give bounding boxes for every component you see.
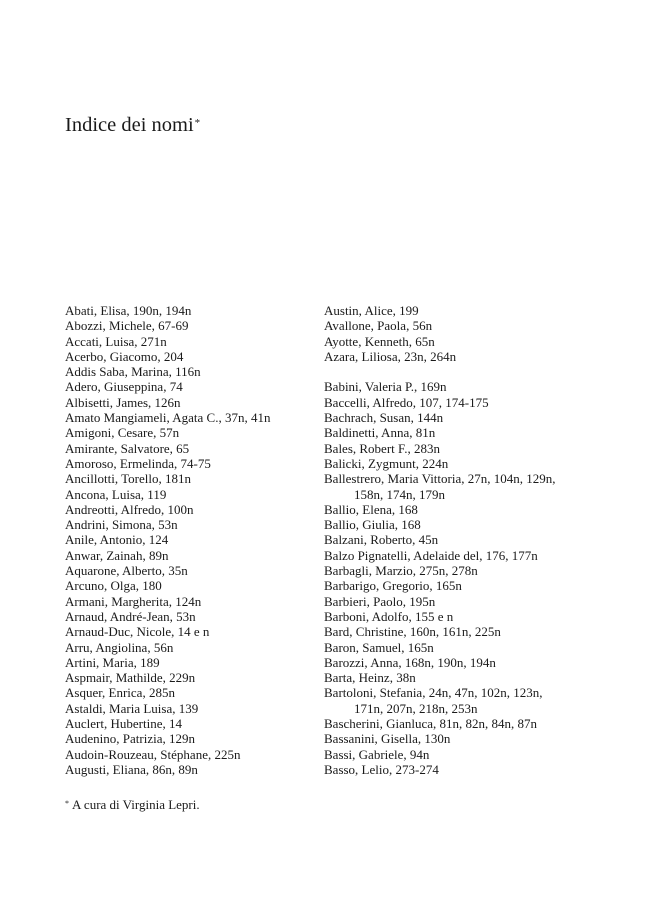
index-entry: Bassanini, Gisella, 130n: [324, 731, 451, 747]
index-entry: Barozzi, Anna, 168n, 190n, 194n: [324, 654, 496, 670]
index-group-a: [324, 303, 584, 364]
index-entry: Baccelli, Alfredo, 107, 174-175: [324, 394, 489, 410]
index-entry: Amoroso, Ermelinda, 74-75: [65, 455, 211, 471]
index-entry: Ballio, Giulia, 168: [324, 517, 421, 533]
index-column-right: [324, 303, 584, 777]
index-entry: Aspmair, Mathilde, 229n: [65, 670, 196, 686]
index-entry: Accati, Luisa, 271n: [65, 333, 167, 349]
index-entry: Auclert, Hubertine, 14: [65, 716, 182, 732]
index-entry: Balzo Pignatelli, Adelaide del, 176, 177n: [324, 547, 538, 563]
footnote: [65, 797, 200, 813]
index-entry: Amigoni, Cesare, 57n: [65, 425, 180, 441]
index-entry: Bard, Christine, 160n, 161n, 225n: [324, 624, 501, 640]
footnote-marker: *: [65, 799, 69, 808]
index-entry-continuation: 158n, 174n, 179n: [354, 486, 445, 502]
index-entry: Bales, Robert F., 283n: [324, 440, 440, 456]
index-entry: Basso, Lelio, 273-274: [324, 761, 439, 777]
index-entry: Ballestrero, Maria Vittoria, 27n, 104n, 129n,: [324, 471, 556, 487]
title-footnote-marker: *: [194, 117, 201, 129]
index-entry: Ancillotti, Torello, 181n: [65, 471, 191, 487]
index-entry: Albisetti, James, 126n: [65, 394, 181, 410]
index-entry: Audoin-Rouzeau, Stéphane, 225n: [65, 746, 241, 762]
index-entry: Acerbo, Giacomo, 204: [65, 348, 184, 364]
page-title-text: Indice dei nomi: [65, 114, 194, 136]
index-entry: Avallone, Paola, 56n: [324, 318, 433, 334]
index-entry: Baron, Samuel, 165n: [324, 639, 434, 655]
index-entry: Bassi, Gabriele, 94n: [324, 746, 430, 762]
footnote-text: A cura di Virginia Lepri.: [72, 797, 200, 812]
page-title: [65, 112, 200, 138]
index-entry: Abozzi, Michele, 67-69: [65, 318, 189, 334]
index-entry: Abati, Elisa, 190n, 194n: [65, 303, 192, 318]
group-spacer: [324, 364, 584, 379]
index-entry: Andrini, Simona, 53n: [65, 517, 178, 533]
index-entry: Anile, Antonio, 124: [65, 532, 169, 548]
index-entry: Barbarigo, Gregorio, 165n: [324, 578, 462, 594]
index-entry: Amato Mangiameli, Agata C., 37n, 41n: [65, 410, 271, 426]
index-column-left: [65, 303, 303, 777]
index-entry-continuation: 171n, 207n, 218n, 253n: [354, 700, 478, 716]
index-entry: Baldinetti, Anna, 81n: [324, 425, 436, 441]
index-entry: Asquer, Enrica, 285n: [65, 685, 175, 701]
index-entry: Adero, Giuseppina, 74: [65, 379, 183, 395]
index-entry: Anwar, Zainah, 89n: [65, 547, 169, 563]
index-entry: Bachrach, Susan, 144n: [324, 410, 444, 426]
index-entry: Addis Saba, Marina, 116n: [65, 364, 201, 380]
index-group-b: [324, 379, 584, 777]
index-entry: Babini, Valeria P., 169n: [324, 379, 447, 395]
index-entry: Barta, Heinz, 38n: [324, 670, 416, 686]
index-entry: Audenino, Patrizia, 129n: [65, 731, 195, 747]
index-entry: Barboni, Adolfo, 155 e n: [324, 608, 454, 624]
index-entry: Astaldi, Maria Luisa, 139: [65, 700, 199, 716]
index-entry: Barbagli, Marzio, 275n, 278n: [324, 563, 478, 579]
index-entry: Austin, Alice, 199: [324, 303, 419, 318]
index-entry: Armani, Margherita, 124n: [65, 593, 202, 609]
index-entry: Balzani, Roberto, 45n: [324, 532, 439, 548]
index-entry: Arnaud-Duc, Nicole, 14 e n: [65, 624, 210, 640]
index-entry: Ayotte, Kenneth, 65n: [324, 333, 435, 349]
index-entry: Aquarone, Alberto, 35n: [65, 563, 188, 579]
index-entry: Barbieri, Paolo, 195n: [324, 593, 436, 609]
index-entry: Augusti, Eliana, 86n, 89n: [65, 761, 198, 777]
index-entry: Balicki, Zygmunt, 224n: [324, 455, 449, 471]
index-entry: Arcuno, Olga, 180: [65, 578, 162, 594]
index-entry: Artini, Maria, 189: [65, 654, 160, 670]
index-entry: Azara, Liliosa, 23n, 264n: [324, 348, 457, 364]
index-entry: Andreotti, Alfredo, 100n: [65, 501, 194, 517]
index-entry: Ballio, Elena, 168: [324, 501, 418, 517]
index-entry: Arru, Angiolina, 56n: [65, 639, 174, 655]
index-entry: Arnaud, André-Jean, 53n: [65, 608, 196, 624]
index-entry: Amirante, Salvatore, 65: [65, 440, 190, 456]
index-entry: Bartoloni, Stefania, 24n, 47n, 102n, 123n,: [324, 685, 543, 701]
index-entry: Bascherini, Gianluca, 81n, 82n, 84n, 87n: [324, 716, 538, 732]
index-entry: Ancona, Luisa, 119: [65, 486, 167, 502]
